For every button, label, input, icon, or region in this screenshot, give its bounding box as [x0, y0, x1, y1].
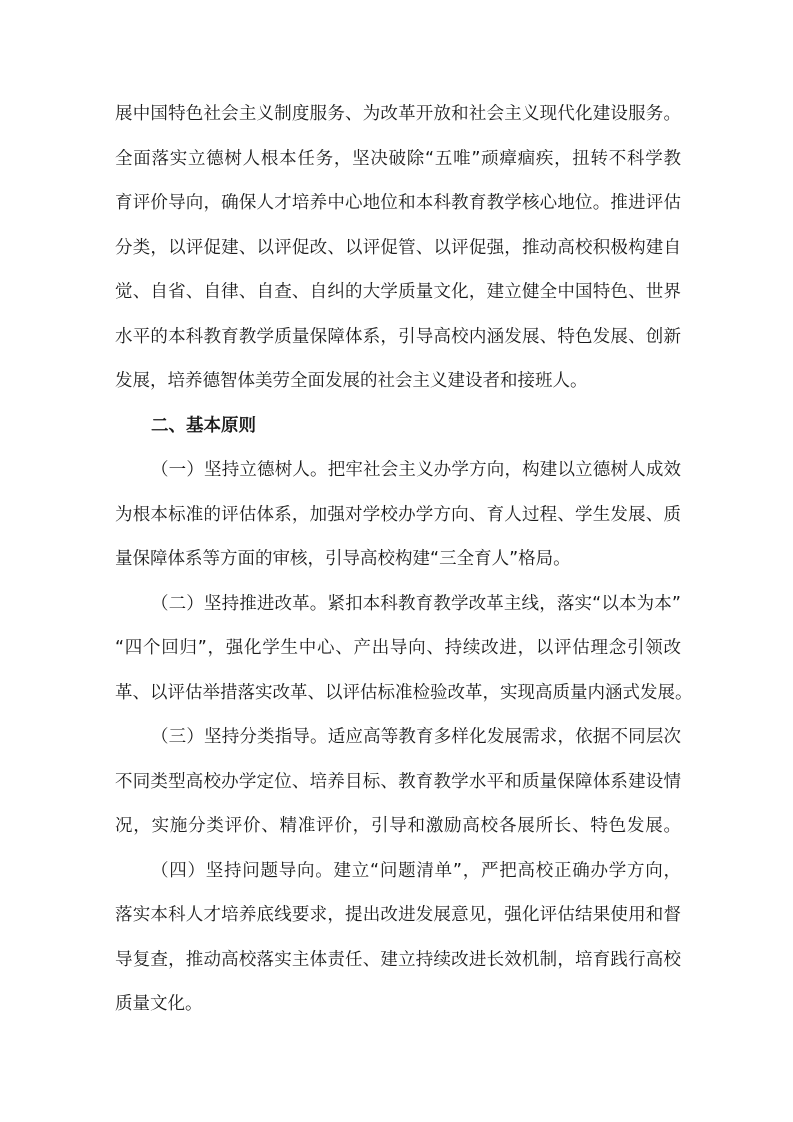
paragraph-line: 不同类型高校办学定位、培养目标、教育教学水平和质量保障体系建设情	[115, 771, 681, 792]
paragraph-line: （四）坚持问题导向。建立“问题清单”，严把高校正确办学方向，	[151, 860, 681, 881]
paragraph-line: 全面落实立德树人根本任务，坚决破除“五唯”顽瘴痼疾，扭转不科学教	[115, 148, 681, 169]
paragraph-line: 落实本科人才培养底线要求，提出改进发展意见，强化评估结果使用和督	[115, 905, 681, 925]
section-heading: 二、基本原则	[151, 415, 256, 436]
paragraph-line: 觉、自省、自律、自查、自纠的大学质量文化，建立健全中国特色、世界	[115, 282, 681, 302]
paragraph-line: 革、以评估举措落实改革、以评估标准检验改革，实现高质量内涵式发展。	[115, 682, 693, 703]
document-body	[115, 92, 693, 1027]
paragraph-line: （二）坚持推进改革。紧扣本科教育教学改革主线，落实“以本为本”	[151, 593, 681, 614]
paragraph-line: 发展，培养德智体美劳全面发展的社会主义建设者和接班人。	[115, 371, 588, 391]
paragraph-line: “四个回归”，强化学生中心、产出导向、持续改进，以评估理念引领改	[115, 638, 681, 658]
paragraph-line: （三）坚持分类指导。适应高等教育多样化发展需求，依据不同层次	[151, 727, 681, 747]
paragraph-line: 导复查，推动高校落实主体责任、建立持续改进长效机制，培育践行高校	[115, 949, 681, 970]
paragraph-line: 展中国特色社会主义制度服务、为改革开放和社会主义现代化建设服务。	[115, 104, 681, 124]
paragraph-line: 质量文化。	[115, 994, 203, 1014]
paragraph-line: （一）坚持立德树人。把牢社会主义办学方向，构建以立德树人成效	[151, 460, 681, 480]
paragraph-line: 育评价导向，确保人才培养中心地位和本科教育教学核心地位。推进评估	[115, 193, 681, 213]
paragraph-line: 水平的本科教育教学质量保障体系，引导高校内涵发展、特色发展、创新	[115, 326, 681, 347]
paragraph-line: 量保障体系等方面的审核，引导高校构建“三全育人”格局。	[115, 549, 571, 569]
paragraph-line: 况，实施分类评价、精准评价，引导和激励高校各展所长、特色发展。	[115, 816, 681, 836]
paragraph-line: 分类，以评促建、以评促改、以评促管、以评促强，推动高校积极构建自	[115, 237, 681, 258]
paragraph-line: 为根本标准的评估体系，加强对学校办学方向、育人过程、学生发展、质	[115, 504, 681, 525]
